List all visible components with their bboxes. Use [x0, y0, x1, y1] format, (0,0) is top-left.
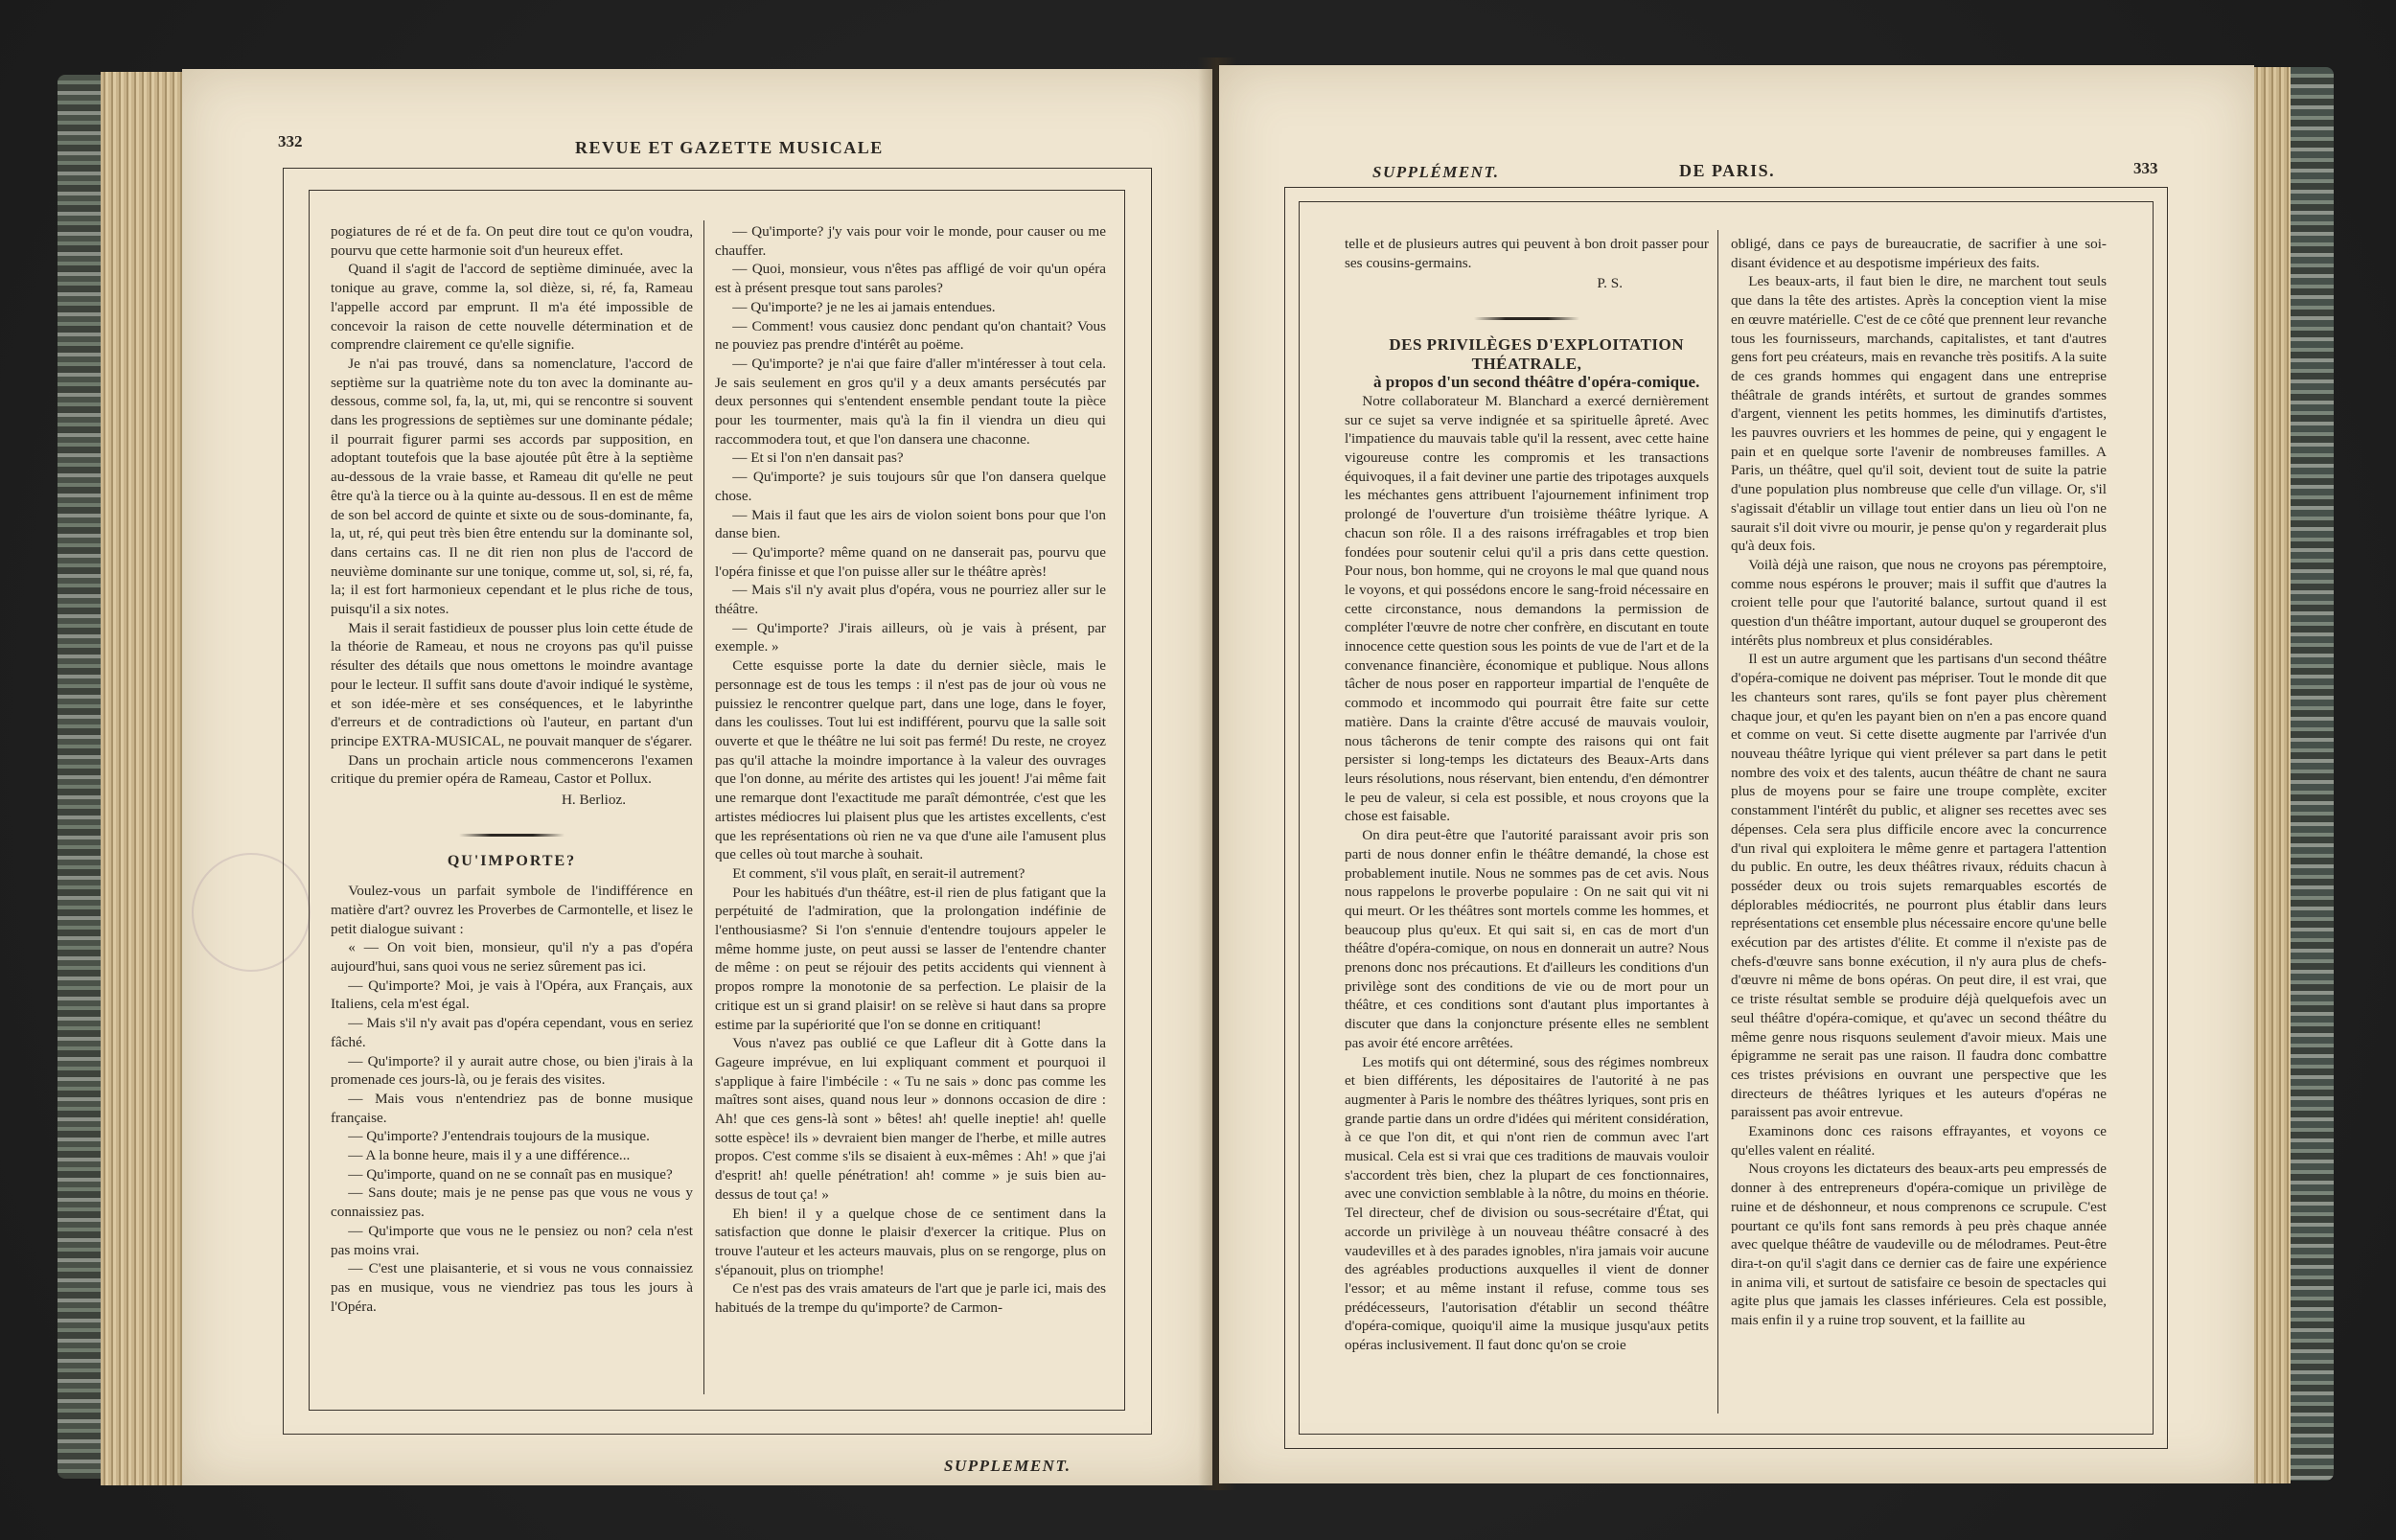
- paragraph: On dira peut-être que l'autorité paraissant avoir pris son parti de nous donner enfin le théâtre demandé, la chose est probablement inutile. Nous ne sommes pas de cet avis. Nous nous rappelons le proverbe populaire : On ne sait qui vit ni qui meurt. Or les théâtres sont mortels comme les hommes, et beaucoup plus qu'eux. Et qui sait si, en cas de mort d'un théâtre d'opéra-comique, on nous en donnerait un autre? Nous prenons donc nos précautions. Et d'ailleurs les conditions d'un privilège sont des conditions de vie ou de mort pour un théâtre, et ces conditions sont d'autant plus importantes à discuter que dans la conjoncture présente elles ne semblent pas avoir été encore arrêtées.: [1345, 827, 1709, 1051]
- paragraph: Pour les habitués d'un théâtre, est-il rien de plus fatigant que la perpétuité de l'admiration, que la prolongation indéfinie de l'enthousiasme? Si l'on s'ennuie d'entendre toujours appeler le même homme juste, on peut aussi se lasser de l'entendre chanter de même : on peut se réjouir des petits accidents qui viennent à propos rompre la monotonie de sa perfection. Le plaisir de la critique est un si grand plaisir! on se relève si haut dans sa propre estime par la supériorité que l'on se donne en critiquant!: [715, 884, 1106, 1033]
- paragraph: Cette esquisse porte la date du dernier siècle, mais le personnage est de tous les temps : il n'est pas de jour où vous ne puissiez le rencontrer quelque part, dans une loge, dans le foyer, dans les coulisses. Tout lui est indifférent, pourvu que la salle soit ouverte et que le théâtre ne lui soit pas fermé! Du reste, ne croyez pas qu'il attache la moindre importance à la valeur des ouvrages que l'on donne, au mérite des artistes qui les jouent! J'ai même fait une remarque dont l'exactitude me paraît démontrée, c'est que les artistes médiocres lui plaisent plus que les artistes excellents, c'est que les représentations où rien ne va que d'une aile l'amusent plus que celles où tout marche à souhait.: [715, 657, 1106, 863]
- article-title: DES PRIVILÈGES D'EXPLOITATION THÉATRALE,: [1389, 334, 1685, 373]
- dialogue-line: — Qu'importe? je suis toujours sûr que l'on dansera quelque chose.: [715, 469, 1106, 504]
- fleuron-divider: [331, 823, 693, 842]
- dialogue-line: — C'est une plaisanterie, et si vous ne vous connaissiez pas en musique, vous ne viendriez pas tous les jours à l'Opéra.: [331, 1260, 693, 1315]
- left-column-2: [715, 222, 1106, 1382]
- dialogue-line: — Comment! vous causiez donc pendant qu'on chantait? Vous ne pouviez pas prendre d'intérêt au poëme.: [715, 317, 1106, 354]
- dialogue-line: — Qu'importe? Moi, je vais à l'Opéra, aux Français, aux Italiens, cela m'est égal.: [331, 977, 693, 1013]
- dialogue-line: — Qu'importe que vous ne le pensiez ou non? cela n'est pas moins vrai.: [331, 1222, 693, 1258]
- paragraph: Mais il serait fastidieux de pousser plus loin cette étude de la théorie de Rameau, et nous ne croyons pas qu'il puisse résulter des détails que nous omettons le moindre avantage pour le lecteur. Il suffit sans doute d'avoir indiqué le système, et son idée-mère et ses conséquences, et le labyrinthe d'erreurs et de contradictions où l'auteur, en partant d'un principe EXTRA-MUSICAL, ne pouvait manquer de s'égarer.: [331, 619, 693, 749]
- signature-ps: P. S.: [1597, 275, 1623, 292]
- paragraph: pogiatures de ré et de fa. On peut dire tout ce qu'on voudra, pourvu que cette harmonie soit d'un heureux effet.: [331, 223, 693, 259]
- dialogue-line: — Qu'importe? même quand on ne danserait pas, pourvu que l'opéra finisse et que l'on puisse aller sur le théâtre après!: [715, 543, 1106, 580]
- paragraph: Quand il s'agit de l'accord de septième diminuée, avec la tonique au grave, comme la, sol dièze, si, ré, fa, Rameau l'appelle accord par emprunt. Il m'a été impossible de concevoir la raison de cette nouvelle détermination et de comprendre clairement ce qu'elle signifie.: [331, 261, 693, 354]
- paragraph: telle et de plusieurs autres qui peuvent à bon droit passer pour ses cousins-germains.: [1345, 236, 1709, 271]
- right-column-rule: [1717, 230, 1718, 1414]
- paragraph: Ce n'est pas des vrais amateurs de l'art que je parle ici, mais des habitués de la trempe du qu'importe? de Carmon-: [715, 1280, 1106, 1317]
- dialogue-line: — Qu'importe? je n'ai que faire d'aller m'intéresser à tout cela. Je sais seulement en gros qu'il y a deux amants persécutés par deux personnes qui s'entendent ensemble pendant toute la pièce pour les tourmenter, mais qu'à la fin il viendra un dieu qui raccommodera tout, et que l'on dansera une chaconne.: [715, 355, 1106, 448]
- dialogue-line: — Sans doute; mais je ne pense pas que vous ne vous y connaissiez pas.: [331, 1184, 693, 1221]
- dialogue-line: — A la bonne heure, mais il y a une différence...: [348, 1147, 631, 1164]
- left-column-rule: [703, 220, 704, 1394]
- paragraph: Notre collaborateur M. Blanchard a exercé dernièrement sur ce sujet sa verve indignée et sa spirituelle âpreté. Avec l'impatience du mauvais table qu'il la ressent, avec cette haine vigoureuse contre les compromis et les transactions équivoques, il a fait deviner une partie des tripotages auxquels les méchantes gens attribuent l'ajournement infiniment trop prolongé de l'ouverture d'un troisième théâtre lyrique. A chacun son rôle. Il a des raisons irréfragables et trop bien fondées pour soutenir celui qu'il a pris dans cette question. Pour nous, bon homme, qui ne croyons le mal que quand nous le voyons, et qui possédons encore le sang-froid nécessaire en cette circonstance, nous demandons la permission de compléter l'œuvre de notre cher confrère, en discutant en toute innocence cette question sous les points de vue de l'art et de la convenance financière, économique et publique. Nous allons tâcher de nous poser en rapporteur impartial de l'enquête de commodo et incommodo qui pourrait être faite sur cette matière. Dans la crainte d'être accusé de mauvais vouloir, nous tâcherons de tenir compte des raisons qui ont fait persister si long-temps les dictateurs des Beaux-Arts dans leurs résolutions, nous réservant, bien entendu, d'en démontrer le peu de valeur, si cela est possible, et nous croyons que la chose est faisable.: [1345, 392, 1709, 825]
- dialogue-line: — Qu'importe, quand on ne se connaît pas en musique?: [348, 1165, 673, 1183]
- paragraph: obligé, dans ce pays de bureaucratie, de sacrifier à une soi-disant évidence et au despotisme impérieux des faits.: [1731, 236, 2107, 271]
- left-running-head: REVUE ET GAZETTE MUSICALE: [575, 138, 884, 157]
- dialogue-line: « — On voit bien, monsieur, qu'il n'y a pas d'opéra aujourd'hui, sans quoi vous ne seriez sûrement pas ici.: [331, 939, 693, 976]
- paragraph: Je n'ai pas trouvé, dans sa nomenclature, l'accord de septième sur la quatrième note du ton avec la dominante au-dessous, comme sol, fa, la, ut, mi, qui se rencontre si souvent dans les progressions de septièmes sur une dominante pédale; il pourrait figurer parmi ses accords par supposition, en adoptant toutefois que la base ajoutée pût être à la septième au-dessous de la vraie basse, et Rameau dit qu'elle ne peut être qu'à la tierce ou à la quinte au-dessous. Il en est de même de son bel accord de quinte et sixte ou de sous-dominante, fa, la, ut, ré, qui peut très bien être entendu sur la dominante sol, dans certains cas. Il ne dit rien non plus de l'accord de neuvième dominante sur une tonique, comme ut, sol, si, ré, fa, la; il est fort harmonieux cependant et le plus riche de tous, puisqu'il a six notes.: [331, 355, 693, 618]
- paragraph: Les beaux-arts, il faut bien le dire, ne marchent tout seuls que dans la tête des artistes. Après la conception vient la mise en œuvre matérielle. C'est de ce côté que prennent leur revanche tous les fournisseurs, marchands, capitalistes, et tant d'autres gens fort peu créateurs, mais en revanche très positifs. A la suite de ces grands hommes qui engagent dans une entreprise théâtrale de grands intérêts, et surtout de grandes sommes d'argent, viennent les petits hommes, les diminutifs d'artistes, les pauvres ouvriers et les hommes de peine, qui y engagent le pain et en quelque sorte l'avenir de nombreuses familles. A Paris, un théâtre, quel qu'il soit, devient tout de suite la patrie d'une population plus nombreuse que celle d'un village. Or, s'il s'agissait d'établir un village tout entier dans un lieu où l'on ne saurait s'il doit vivre ou mourir, je pense qu'on y regarderait plus qu'à deux fois.: [1731, 273, 2107, 555]
- fleuron-divider: [1345, 307, 1709, 326]
- dialogue-line: — Mais il faut que les airs de violon soient bons pour que l'on danse bien.: [715, 506, 1106, 542]
- dialogue-line: — Mais vous n'entendriez pas de bonne musique française.: [331, 1090, 693, 1126]
- dialogue-line: — Mais s'il n'y avait pas d'opéra cependant, vous en seriez fâché.: [331, 1015, 693, 1050]
- left-page-number: 332: [278, 132, 303, 150]
- dialogue-line: — Qu'importe? il y aurait autre chose, ou bien j'irais à la promenade ces jours-là, ou je ferais des visites.: [331, 1052, 693, 1089]
- paragraph: Les motifs qui ont déterminé, sous des régimes nombreux et bien différents, les dépositaires de l'autorité à ne pas augmenter à Paris le nombre des théâtres lyriques, sont pris en grande partie dans un ordre d'idées qui méritent considération, à ce que l'on dit, et qui n'ont rien de commun avec l'art musical. Cela est si vrai que ces traditions de mauvais vouloir s'accordent très bien, chez la plupart de ces fonctionnaires, avec une conviction semblable à la nôtre, du moins en théorie. Tel directeur, chef de division ou sous-secrétaire d'État, qui accorde un privilège à un nouveau théâtre consacré à des vaudevilles et à des parades ignobles, n'ira jamais voir aucune des agréables productions auxquelles il vient de donner l'essor; et au même instant il refuse, comme tous ses prédécesseurs, l'autorisation d'établir un second théâtre d'opéra-comique, quoiqu'il aime la musique jusqu'aux petits opéras inclusivement. Il faut donc qu'on se croie: [1345, 1053, 1709, 1354]
- right-column-1: [1345, 235, 1709, 1409]
- paragraph: Examinons donc ces raisons effrayantes, et voyons ce qu'elles valent en réalité.: [1731, 1123, 2107, 1159]
- paragraph: Voulez-vous un parfait symbole de l'indifférence en matière d'art? ouvrez les Proverbes de Carmontelle, et lisez le petit dialogue suivant :: [331, 883, 693, 937]
- signature-berlioz: H. Berlioz.: [561, 792, 626, 809]
- left-footer-supplement: SUPPLEMENT.: [944, 1457, 1071, 1475]
- paragraph: Et comment, s'il vous plaît, en serait-il autrement?: [732, 864, 1025, 882]
- page-edges-left: [101, 72, 192, 1485]
- left-column-1: [331, 222, 693, 1382]
- paragraph: Vous n'avez pas oublié ce que Lafleur dit à Gotte dans la Gageure imprévue, en lui expliquant comment et pourquoi il s'applique à faire l'imbécile : « Tu ne sais » donc pas comme les maîtres sont aises, quand nous leur » donnons occasion de dire : Ah! que ces gens-là sont » bêtes! ah! quelle ineptie! ah! quelle sotte espèce! ils » devraient bien manger de l'herbe, et mille autres propos. C'est comme s'ils se disaient à eux-mêmes : Ah! » que j'ai d'esprit! ah! quelle pénétration! ah! comme » je suis bien au-dessus de tout ça! »: [715, 1035, 1106, 1203]
- right-header-de-paris: DE PARIS.: [1679, 161, 1776, 180]
- paragraph: Dans un prochain article nous commencerons l'examen critique du premier opéra de Rameau, Castor et Pollux.: [331, 751, 693, 788]
- dialogue-line: — Qu'importe? J'irais ailleurs, où je vais à présent, par exemple. »: [715, 619, 1106, 655]
- right-column-2: [1731, 235, 2107, 1409]
- dialogue-line: — Qu'importe? J'entendrais toujours de la musique.: [348, 1128, 650, 1145]
- dialogue-line: — Mais s'il n'y avait plus d'opéra, vous ne pourriez aller sur le théâtre.: [715, 582, 1106, 618]
- paragraph: Eh bien! il y a quelque chose de ce sentiment dans la satisfaction que donne le plaisir d'exercer la critique. Plus on trouve l'auteur et les acteurs mauvais, plus on se rengorge, plus on s'épanouit, plus on triomphe!: [715, 1205, 1106, 1278]
- dialogue-line: — Et si l'on n'en dansait pas?: [732, 449, 904, 467]
- article-subtitle: à propos d'un second théâtre d'opéra-comique.: [1373, 373, 1700, 392]
- dialogue-line: — Quoi, monsieur, vous n'êtes pas affligé de voir qu'un opéra est à présent presque tout sans paroles?: [715, 261, 1106, 297]
- dialogue-line: — Qu'importe? j'y vais pour voir le monde, pour causer ou me chauffer.: [715, 223, 1106, 259]
- paragraph: Nous croyons les dictateurs des beaux-arts peu empressés de donner à des entrepreneurs d'opéra-comique un privilège de ruine et de déshonneur, et nous comprenons ce scrupule. C'est pourtant ce qu'ils font sans remords à peu près chaque année avec quelque théâtre de vaudeville ou de mélodrames. Peut-être dira-t-on qu'il s'agit dans ce dernier cas de faire une expérience in anima vili, et surtout de satisfaire ce besoin de spectacles qui agite plus que jamais les classes inférieures. Cela est possible, mais enfin il y a ruine trop souvent, et la faillite au: [1731, 1161, 2107, 1329]
- paragraph: Voilà déjà une raison, que nous ne croyons pas péremptoire, comme nous espérons le prouver; mais il suffit que d'autres la croient telle pour que l'autorité balance, surtout quand il est question d'un théâtre important, autour duquel se grouperont des intérêts plus nombreux et plus considérables.: [1731, 556, 2107, 649]
- right-header-supplement: SUPPLÉMENT.: [1372, 163, 1500, 181]
- dialogue-line: — Qu'importe? je ne les ai jamais entendues.: [732, 298, 996, 315]
- paragraph: Il est un autre argument que les partisans d'un second théâtre d'opéra-comique ne doivent pas mépriser. Tout le monde dit que les chanteurs sont rares, qu'ils se font payer plus chèrement chaque jour, et qu'en les payant bien on n'en a pas encore quand et comme on veut. Si cette disette augmente par l'arrivée d'un nouveau théâtre lyrique qui vient prélever sa part dans le petit nombre des voix et des talents, aucun théâtre de chant ne saura plus de moyens pour se faire une troupe complète, exciter constamment l'intérêt du public, et aligner ses recettes avec ses dépenses. Cela sera plus difficile encore avec la concurrence d'un rival qui exploitera le même genre et partagera l'attention du public. En outre, les deux théâtres rivaux, réduits chacun à posséder deux ou trois sujets remarquables escortés de déplorables médiocrités, ne pourront plus établir dans leurs représentations cet ensemble plus nécessaire encore qu'une belle exécution par des artistes d'élite. Et comme il n'existe pas de chefs-d'œuvre sans bonne exécution, il n'y aura plus de chefs-d'œuvre ni même de bons opéras. On peut dire, il est vrai, que ce triste résultat semble se produire déjà quelquefois avec un seul théâtre d'opéra-comique, et qu'avec un second théâtre du même genre nous risquons seulement d'avoir mieux. Mais une épigramme ne serait pas une raison. Il faudra donc combattre ces tristes prévisions en ouvrant une perspective que les directeurs de théâtres lyriques et les auteurs d'opéras ne paraissent pas avoir entrevue.: [1731, 651, 2107, 1121]
- section-heading-qu-importe: QU'IMPORTE?: [447, 852, 577, 869]
- right-page-number: 333: [2133, 159, 2158, 177]
